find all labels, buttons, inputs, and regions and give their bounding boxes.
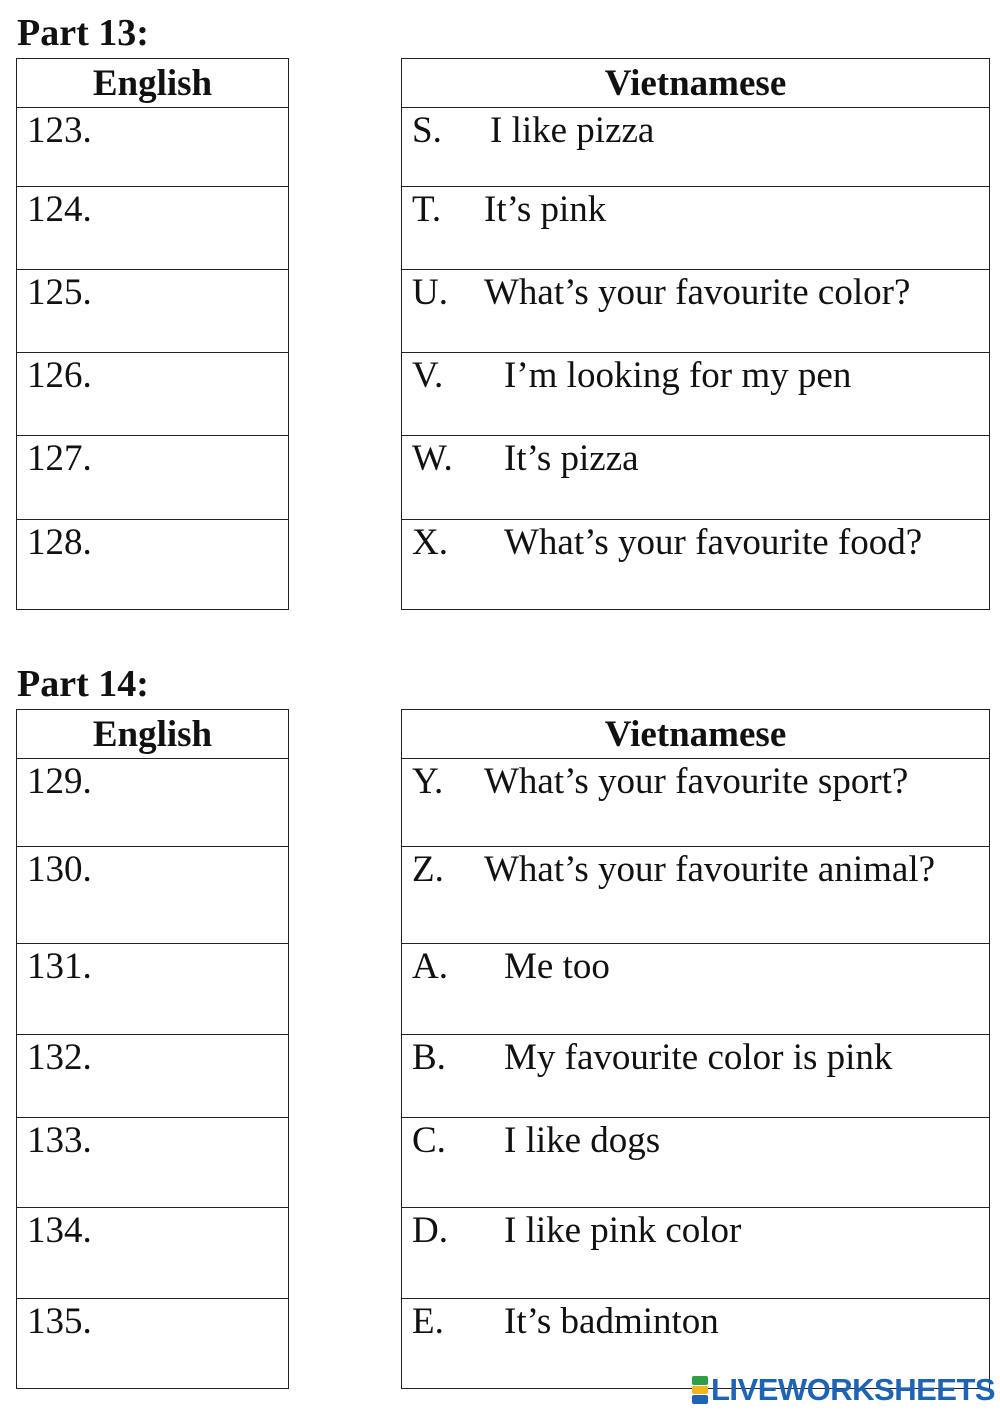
- option-letter: D.: [412, 1210, 448, 1251]
- answer-cell-133[interactable]: 133.: [17, 1118, 289, 1208]
- option-letter: T.: [412, 189, 442, 230]
- answer-cell-124[interactable]: 124.: [17, 187, 289, 270]
- logo-block-blue: [692, 1395, 708, 1404]
- option-letter: E.: [412, 1301, 444, 1342]
- option-row-y: [402, 759, 990, 847]
- option-letter: B.: [412, 1037, 446, 1078]
- option-row-b: [402, 1035, 990, 1118]
- option-row-u: [402, 270, 990, 353]
- option-letter: C.: [412, 1120, 446, 1161]
- option-letter: S.: [412, 110, 442, 151]
- option-letter: W.: [412, 438, 453, 479]
- english-header: English: [17, 710, 289, 759]
- answer-cell-123[interactable]: 123.: [17, 108, 289, 187]
- part-13-vietnamese-table: [401, 58, 990, 610]
- option-text: It’s badminton: [504, 1301, 719, 1342]
- part-14-english-table: [16, 709, 289, 1389]
- option-text: What’s your favourite animal?: [484, 849, 936, 890]
- option-text: What’s your favourite sport?: [484, 761, 909, 802]
- option-text: It’s pizza: [504, 438, 639, 479]
- answer-cell-125[interactable]: 125.: [17, 270, 289, 353]
- option-text: My favourite color is pink: [504, 1037, 893, 1078]
- option-row-z: [402, 847, 990, 944]
- answer-cell-135[interactable]: 135.: [17, 1299, 289, 1389]
- part-13-english-table: [16, 58, 289, 610]
- option-row-t: [402, 187, 990, 270]
- option-text: It’s pink: [484, 189, 607, 230]
- answer-cell-129[interactable]: 129.: [17, 759, 289, 847]
- option-text: What’s your favourite food?: [504, 522, 923, 563]
- part-14-vietnamese-table: [401, 709, 990, 1389]
- vietnamese-header: Vietnamese: [402, 59, 990, 108]
- answer-cell-126[interactable]: 126.: [17, 353, 289, 436]
- option-letter: Y.: [412, 761, 444, 802]
- option-row-d: [402, 1208, 990, 1299]
- liveworksheets-logo-icon: [692, 1376, 708, 1404]
- option-text: I’m looking for my pen: [504, 355, 852, 396]
- logo-block-green: [692, 1376, 708, 1385]
- option-row-x: [402, 520, 990, 610]
- option-letter: X.: [412, 522, 448, 563]
- liveworksheets-logo: [692, 1374, 995, 1406]
- option-text: I like pizza: [490, 110, 655, 151]
- option-row-w: [402, 436, 990, 520]
- option-row-a: [402, 944, 990, 1035]
- logo-block-yellow: [692, 1386, 708, 1395]
- answer-cell-127[interactable]: 127.: [17, 436, 289, 520]
- option-letter: Z.: [412, 849, 444, 890]
- answer-cell-134[interactable]: 134.: [17, 1208, 289, 1299]
- answer-cell-130[interactable]: 130.: [17, 847, 289, 944]
- liveworksheets-logo-text: LIVEWORKSHEETS: [711, 1372, 996, 1407]
- option-letter: V.: [412, 355, 444, 396]
- option-text: What’s your favourite color?: [484, 272, 911, 313]
- option-row-s: [402, 108, 990, 187]
- option-letter: A.: [412, 946, 448, 987]
- answer-cell-131[interactable]: 131.: [17, 944, 289, 1035]
- option-row-v: [402, 353, 990, 436]
- vietnamese-header: Vietnamese: [402, 710, 990, 759]
- answer-cell-132[interactable]: 132.: [17, 1035, 289, 1118]
- part-14-title: Part 14:: [17, 663, 149, 705]
- answer-cell-128[interactable]: 128.: [17, 520, 289, 610]
- option-row-c: [402, 1118, 990, 1208]
- english-header: English: [17, 59, 289, 108]
- option-text: I like dogs: [504, 1120, 661, 1161]
- option-text: Me too: [504, 946, 610, 987]
- option-letter: U.: [412, 272, 448, 313]
- option-text: I like pink color: [504, 1210, 742, 1251]
- part-13-title: Part 13:: [17, 12, 149, 54]
